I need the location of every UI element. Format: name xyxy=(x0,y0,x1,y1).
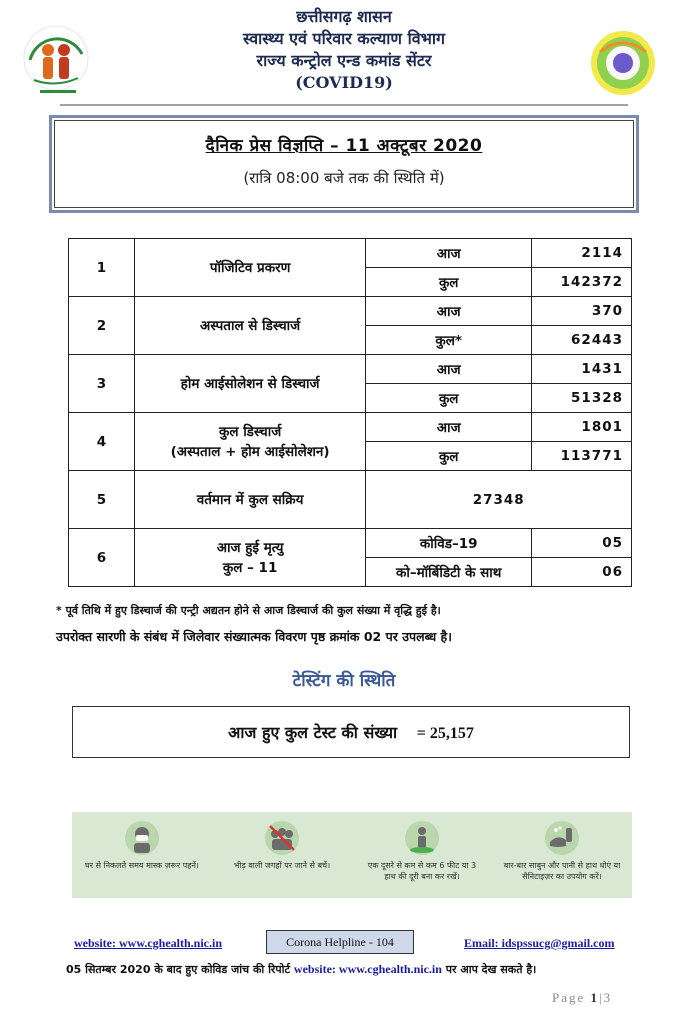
mask-icon xyxy=(124,820,160,856)
press-release-subtitle: (रात्रि 08:00 बजे तक की स्थिति में) xyxy=(243,169,445,187)
total-label: कुल xyxy=(366,268,532,297)
serial-number: 4 xyxy=(69,413,135,471)
table-row xyxy=(69,471,632,529)
website-link[interactable]: website: www.cghealth.nic.in xyxy=(74,936,222,950)
total-value: 51328 xyxy=(532,384,632,413)
crowd-icon xyxy=(264,820,300,856)
category-cell: पॉजिटिव प्रकरण xyxy=(134,239,366,297)
page-label: Page xyxy=(552,990,586,1005)
page-number: Page 1|3 xyxy=(552,990,613,1005)
category-cell xyxy=(134,529,366,587)
testing-value: = 25,157 xyxy=(416,725,474,742)
government-name: छत्तीसगढ़ शासन xyxy=(296,7,392,26)
category-line: कुल डिस्चार्ज xyxy=(218,423,282,440)
serial-number: 2 xyxy=(69,297,135,355)
testing-title: टेस्टिंग की स्थिति xyxy=(292,671,396,691)
today-label: आज xyxy=(366,239,532,268)
today-value: 1801 xyxy=(532,413,632,442)
availability-note: उपरोक्त सारणी के संबंध में जिलेवार संख्यात्मक विवरण पृष्ठ क्रमांक 02 पर उपलब्ध है। xyxy=(56,629,452,644)
covid-death-label: कोविड–19 xyxy=(366,529,532,558)
serial-number: 5 xyxy=(69,471,135,529)
department-name: स्वास्थ्य एवं परिवार कल्याण विभाग xyxy=(242,29,446,48)
tip-crowd xyxy=(222,820,342,871)
tip-mask xyxy=(82,820,202,871)
press-release-box xyxy=(54,120,634,208)
serial-number: 1 xyxy=(69,239,135,297)
helpline-box: Corona Helpline - 104 xyxy=(266,930,414,954)
category-cell: होम आईसोलेशन से डिस्चार्ज xyxy=(134,355,366,413)
report-text: 05 सितम्बर 2020 के बाद हुए कोविड जांच की रिपोर्ट xyxy=(66,963,291,976)
report-website-link[interactable]: website: www.cghealth.nic.in xyxy=(293,962,442,976)
table-row xyxy=(69,355,632,384)
testing-label: आज हुए कुल टेस्ट की संख्या xyxy=(228,723,398,742)
category-line: आज हुई मृत्यु xyxy=(216,539,284,556)
tip-text: भीड़ वाली जगहों पर जाने से बचें। xyxy=(233,861,331,870)
category-cell xyxy=(134,413,366,471)
today-value: 1431 xyxy=(532,355,632,384)
category-cell: वर्तमान में कुल सक्रिय xyxy=(134,471,366,529)
email-link[interactable]: Email: idspssucg@gmail.com xyxy=(464,936,615,950)
tip-text: बार-बार साबुन और पानी से हाथ धोएं या सैनिटाइज़र का उपयोग करें। xyxy=(503,861,621,881)
report-note xyxy=(66,962,666,977)
testing-box xyxy=(72,706,630,758)
today-label: आज xyxy=(366,413,532,442)
today-value: 2114 xyxy=(532,239,632,268)
table-row xyxy=(69,297,632,326)
comorbid-death-label: को–मॉर्बिडिटी के साथ xyxy=(366,558,532,587)
total-label: कुल xyxy=(366,384,532,413)
category-line: कुल – 11 xyxy=(222,559,278,576)
serial-number: 3 xyxy=(69,355,135,413)
total-label: कुल xyxy=(366,442,532,471)
safety-tips-banner xyxy=(72,812,632,898)
page-current: 1 xyxy=(590,990,600,1005)
today-label: आज xyxy=(366,297,532,326)
tip-handwash xyxy=(502,820,622,882)
distance-icon xyxy=(404,820,440,856)
header xyxy=(0,6,688,94)
table-row xyxy=(69,239,632,268)
total-value: 62443 xyxy=(532,326,632,355)
table-row xyxy=(69,529,632,558)
total-value: 142372 xyxy=(532,268,632,297)
handwash-icon xyxy=(544,820,580,856)
covid-death-value: 05 xyxy=(532,529,632,558)
tip-text: घर से निकलते समय मास्क ज़रूर पहनें। xyxy=(85,861,199,870)
today-label: आज xyxy=(366,355,532,384)
footnote: * पूर्व तिथि में हुए डिस्चार्ज की एन्ट्री अद्यतन होने से आज डिस्चार्ज की कुल संख्या में वृद्धि हुई है। xyxy=(56,604,441,617)
category-cell: अस्पताल से डिस्चार्ज xyxy=(134,297,366,355)
covid-stats-table xyxy=(68,238,632,587)
report-text: पर आप देख सकते है। xyxy=(445,963,537,976)
total-value: 113771 xyxy=(532,442,632,471)
today-value: 370 xyxy=(532,297,632,326)
tip-distance xyxy=(362,820,482,882)
covid-label: (COVID19) xyxy=(295,73,393,92)
comorbid-death-value: 06 xyxy=(532,558,632,587)
category-line: (अस्पताल + होम आईसोलेशन) xyxy=(170,443,330,460)
tip-text: एक दूसरे से कम से कम 6 फीट या 3 हाथ की दूरी बना कर रखें। xyxy=(367,861,477,881)
header-divider xyxy=(60,104,628,106)
serial-number: 6 xyxy=(69,529,135,587)
active-cases-value: 27348 xyxy=(366,471,632,529)
control-centre-name: राज्य कन्ट्रोल एन्ड कमांड सेंटर xyxy=(256,51,432,70)
table-row xyxy=(69,413,632,442)
press-release-title: दैनिक प्रेस विज्ञप्ति – 11 अक्टूबर 2020 xyxy=(205,136,483,156)
total-label: कुल* xyxy=(366,326,532,355)
page-total: 3 xyxy=(603,990,613,1005)
